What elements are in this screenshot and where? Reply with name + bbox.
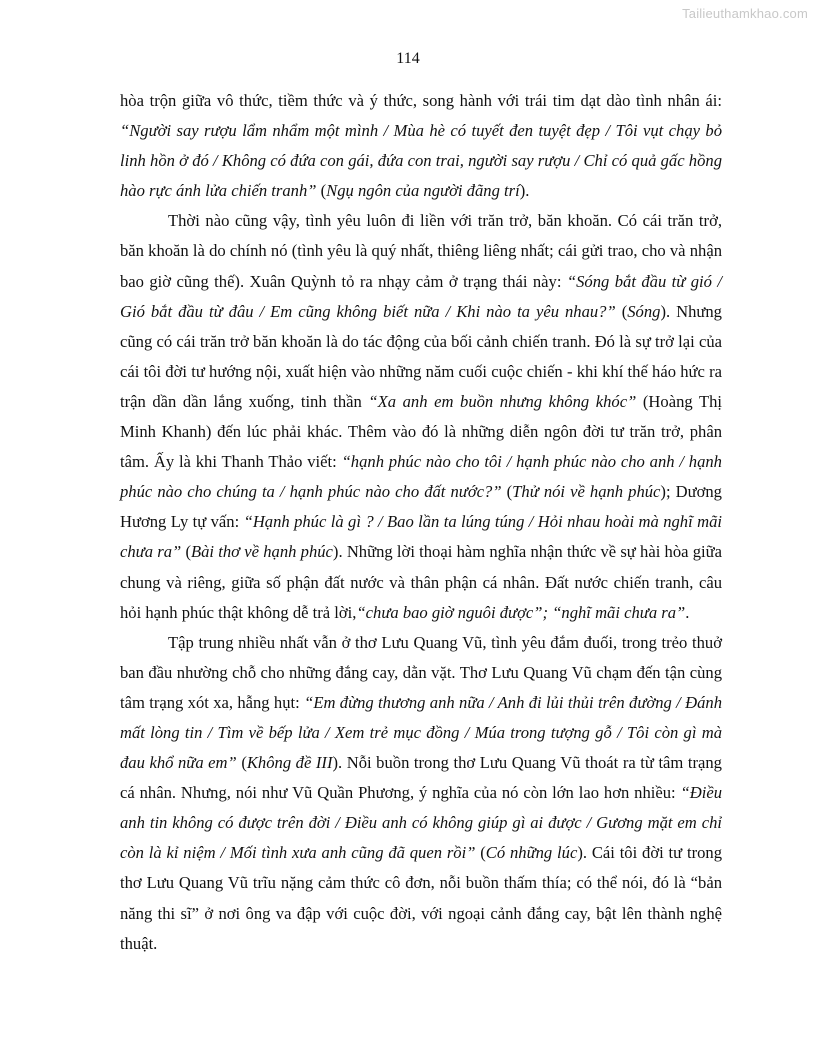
- text-run: hòa trộn giữa vô thức, tiềm thức và ý thức, song hành với trái tim dạt dào tình nhân ái:: [120, 91, 722, 110]
- italic-run: “Xa anh em buồn nhưng không khóc”: [368, 391, 637, 411]
- paragraph: [120, 86, 722, 206]
- italic-run: “chưa bao giờ nguôi được”; “nghĩ mãi chưa ra”: [356, 602, 686, 622]
- text-run: (: [236, 753, 247, 773]
- italic-run: Thử nói về hạnh phúc: [512, 482, 661, 502]
- page-number: 114: [396, 50, 420, 67]
- text-run: ). Nỗi buồn trong thơ Lưu Quang Vũ thoát ra từ tâm trạng cá nhân. Nhưng, nói như Vũ Quần Phương, ý nghĩa của nó còn lớn lao hơn nhiều:: [120, 753, 722, 803]
- text-run: Tập trung nhiều nhất vẫn ở thơ Lưu Quang Vũ, tình yêu đắm đuối, trong trẻo thuở ban đầu nhường chỗ cho những đắng cay, dằn vặt. Thơ Lưu Quang Vũ chạm đến tận cùng tâm trạng xót xa, hẫng hụt:: [120, 632, 722, 712]
- text-run: (Hoàng Thị Minh Khanh) đến lúc phải khác. Thêm vào đó là những diễn ngôn đời tư trăn trở, phân tâm. Ấy là khi Thanh Thảo viết:: [120, 391, 723, 472]
- watermark-text: Tailieuthamkhao.com: [682, 6, 808, 21]
- italic-run: “Điều anh tin không có được trên đời / Điều anh có không giúp gì ai được / Gương mặt em chỉ còn là kỉ niệm / Mối tình xưa anh cũng đã quen rồi”: [120, 783, 722, 863]
- text-run: (: [501, 482, 513, 502]
- text-run: (: [181, 542, 191, 562]
- italic-run: Ngụ ngôn của người đãng trí: [326, 181, 520, 201]
- text-run: ). Nhưng cũng có cái trăn trở băn khoăn là do tác động của bối cảnh chiến tranh. Đó là sự trở lại của cái tôi đời tư hướng nội, xuất hiện vào những năm cuối cuộc chiến - khi khí thế háo hức ra trận dần dần lắng xuống, tinh thần: [120, 301, 722, 411]
- text-run: Thời nào cũng vậy, tình yêu luôn đi liền với trăn trở, băn khoăn. Có cái trăn trở, băn khoăn là do chính nó (tình yêu là quý nhất, thiêng liêng nhất; cái gửi trao, cho và nhận bao giờ cũng thế). Xuân Quỳnh tỏ ra nhạy cảm ở trạng thái này:: [120, 211, 722, 291]
- italic-run: Không đề III: [246, 753, 333, 773]
- paragraph: [120, 206, 722, 627]
- text-run: ).: [519, 181, 530, 201]
- text-run: ). Những lời thoại hàm nghĩa nhận thức về sự hài hòa giữa chung và riêng, giữa số phận đất nước và thân phận cá nhân. Đất nước chiến tranh, câu hỏi hạnh phúc thật không dễ trả lời,: [120, 542, 722, 622]
- italic-run: “Người say rượu lẩm nhẩm một mình / Mùa hè có tuyết đen tuyệt đẹp / Tôi vụt chạy bỏ linh hồn ở đó / Không có đứa con gái, đứa con trai, người say rượu / Chỉ có quả gấc hồng hào rực ánh lửa chiến tranh”: [120, 121, 722, 201]
- text-run: ). Cái tôi đời tư trong thơ Lưu Quang Vũ trĩu nặng cảm thức cô đơn, nỗi buồn thấm thía; có thể nói, đó là “bản năng thi sĩ” ở nơi ông va đập với cuộc đời, với ngoại cảnh đắng cay, bật lên thành nghệ thuật.: [120, 843, 722, 953]
- italic-run: “Em đừng thương anh nữa / Anh đi lủi thủi trên đường / Đánh mất lòng tin / Tìm về bếp lửa / Xem trẻ mục đồng / Múa trong tượng gỗ / Tôi còn gì mà đau khổ nữa em”: [120, 692, 723, 773]
- text-run: .: [685, 602, 690, 622]
- text-run: (: [316, 181, 327, 201]
- italic-run: Có những lúc: [485, 843, 578, 863]
- text-run: ); Dương Hương Ly tự vấn:: [120, 482, 722, 532]
- text-run: (: [615, 301, 628, 321]
- italic-run: Sóng: [627, 301, 661, 321]
- italic-run: “Hạnh phúc là gì ? / Bao lần ta lúng túng / Hỏi nhau hoài mà nghĩ mãi chưa ra”: [120, 512, 722, 562]
- italic-run: “Sóng bắt đầu từ gió / Gió bắt đầu từ đâu / Em cũng không biết nữa / Khi nào ta yêu nhau?”: [120, 271, 722, 321]
- body-text: [120, 86, 722, 959]
- text-run: (: [475, 843, 486, 863]
- italic-run: Bài thơ về hạnh phúc: [191, 542, 333, 562]
- paragraph: [120, 628, 722, 959]
- italic-run: “hạnh phúc nào cho tôi / hạnh phúc nào cho anh / hạnh phúc nào cho chúng ta / hạnh phúc nào cho đất nước?”: [120, 452, 722, 502]
